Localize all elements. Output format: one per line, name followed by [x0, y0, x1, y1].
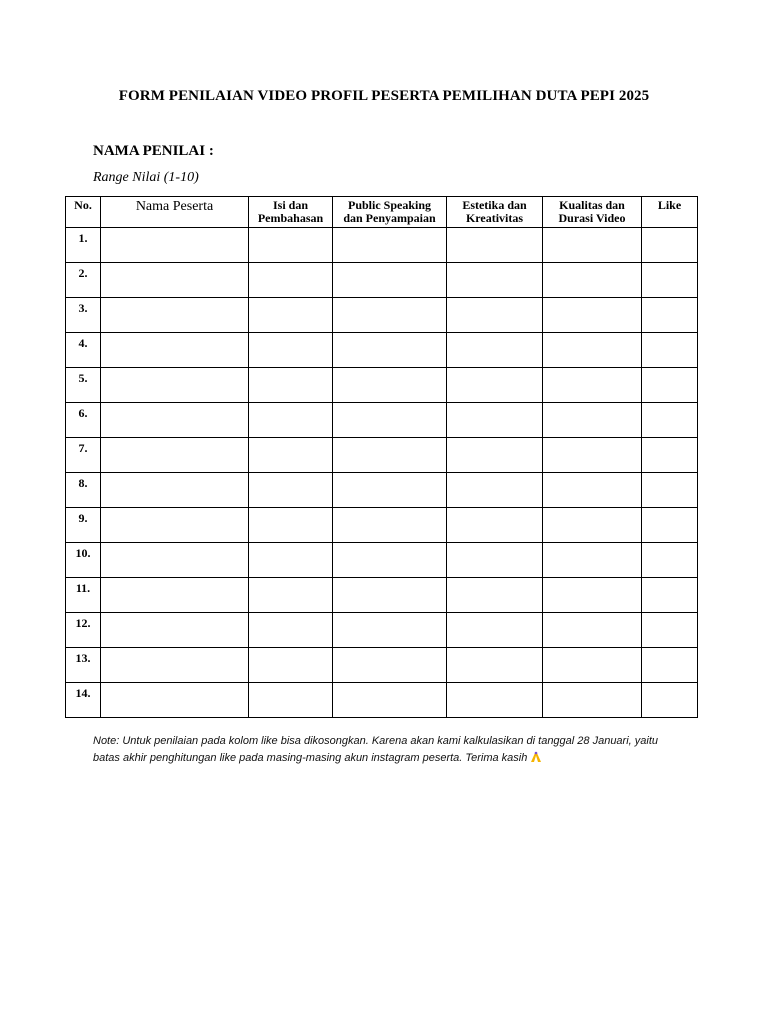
cell-speaking-score[interactable]: [333, 263, 447, 298]
header-aesthetics-line1: Estetika dan: [462, 198, 527, 212]
cell-participant-name[interactable]: [101, 368, 249, 403]
header-like: Like: [642, 197, 698, 228]
cell-content-score[interactable]: [249, 578, 333, 613]
cell-participant-name[interactable]: [101, 578, 249, 613]
cell-like[interactable]: [642, 263, 698, 298]
table-row: [66, 263, 698, 298]
cell-content-score[interactable]: [249, 473, 333, 508]
cell-participant-name[interactable]: [101, 438, 249, 473]
cell-quality-score[interactable]: [543, 263, 642, 298]
cell-aesthetics-score[interactable]: [447, 298, 543, 333]
cell-speaking-score[interactable]: [333, 403, 447, 438]
cell-participant-name[interactable]: [101, 648, 249, 683]
cell-content-score[interactable]: [249, 298, 333, 333]
cell-aesthetics-score[interactable]: [447, 613, 543, 648]
score-range-label: Range Nilai (1-10): [93, 170, 199, 185]
cell-content-score[interactable]: [249, 438, 333, 473]
table-row: [66, 403, 698, 438]
table-row: [66, 368, 698, 403]
cell-like[interactable]: [642, 473, 698, 508]
cell-quality-score[interactable]: [543, 578, 642, 613]
row-number: 8.: [66, 473, 101, 508]
cell-aesthetics-score[interactable]: [447, 438, 543, 473]
cell-aesthetics-score[interactable]: [447, 368, 543, 403]
cell-speaking-score[interactable]: [333, 473, 447, 508]
cell-content-score[interactable]: [249, 333, 333, 368]
cell-aesthetics-score[interactable]: [447, 508, 543, 543]
cell-participant-name[interactable]: [101, 228, 249, 263]
cell-participant-name[interactable]: [101, 333, 249, 368]
folded-hands-emoji-icon: [529, 751, 543, 763]
header-participant-name: Nama Peserta: [101, 197, 249, 228]
cell-aesthetics-score[interactable]: [447, 543, 543, 578]
cell-quality-score[interactable]: [543, 543, 642, 578]
cell-content-score[interactable]: [249, 228, 333, 263]
score-table: [65, 196, 698, 718]
header-quality-line2: Durasi Video: [558, 211, 626, 225]
cell-like[interactable]: [642, 543, 698, 578]
cell-quality-score[interactable]: [543, 368, 642, 403]
cell-quality-score[interactable]: [543, 438, 642, 473]
header-no: No.: [66, 197, 101, 228]
row-number: 1.: [66, 228, 101, 263]
table-row: [66, 228, 698, 263]
cell-quality-score[interactable]: [543, 333, 642, 368]
cell-speaking-score[interactable]: [333, 438, 447, 473]
header-quality: [543, 197, 642, 228]
note-line-2: [93, 750, 693, 767]
header-quality-line1: Kualitas dan: [559, 198, 625, 212]
cell-like[interactable]: [642, 613, 698, 648]
cell-like[interactable]: [642, 438, 698, 473]
cell-like[interactable]: [642, 298, 698, 333]
cell-quality-score[interactable]: [543, 648, 642, 683]
table-row: [66, 333, 698, 368]
cell-like[interactable]: [642, 333, 698, 368]
cell-participant-name[interactable]: [101, 613, 249, 648]
row-number: 14.: [66, 683, 101, 718]
cell-like[interactable]: [642, 403, 698, 438]
cell-speaking-score[interactable]: [333, 228, 447, 263]
cell-participant-name[interactable]: [101, 263, 249, 298]
cell-speaking-score[interactable]: [333, 543, 447, 578]
cell-like[interactable]: [642, 228, 698, 263]
cell-speaking-score[interactable]: [333, 578, 447, 613]
cell-participant-name[interactable]: [101, 403, 249, 438]
cell-quality-score[interactable]: [543, 613, 642, 648]
note-line-2-text: batas akhir penghitungan like pada masing-masing akun instagram peserta. Terima kasih: [93, 752, 528, 764]
cell-aesthetics-score[interactable]: [447, 263, 543, 298]
cell-content-score[interactable]: [249, 368, 333, 403]
table-row: [66, 543, 698, 578]
header-public-speaking: [333, 197, 447, 228]
cell-quality-score[interactable]: [543, 508, 642, 543]
row-number: 9.: [66, 508, 101, 543]
cell-aesthetics-score[interactable]: [447, 578, 543, 613]
table-row: [66, 613, 698, 648]
header-aesthetics: [447, 197, 543, 228]
cell-content-score[interactable]: [249, 648, 333, 683]
cell-aesthetics-score[interactable]: [447, 228, 543, 263]
header-aesthetics-line2: Kreativitas: [465, 211, 524, 225]
row-number: 2.: [66, 263, 101, 298]
cell-speaking-score[interactable]: [333, 648, 447, 683]
row-number: 13.: [66, 648, 101, 683]
cell-quality-score[interactable]: [543, 228, 642, 263]
cell-aesthetics-score[interactable]: [447, 683, 543, 718]
cell-content-score[interactable]: [249, 263, 333, 298]
row-number: 6.: [66, 403, 101, 438]
cell-speaking-score[interactable]: [333, 333, 447, 368]
cell-participant-name[interactable]: [101, 473, 249, 508]
cell-speaking-score[interactable]: [333, 508, 447, 543]
cell-participant-name[interactable]: [101, 298, 249, 333]
cell-like[interactable]: [642, 648, 698, 683]
cell-speaking-score[interactable]: [333, 368, 447, 403]
cell-participant-name[interactable]: [101, 543, 249, 578]
note-line-1: Note: Untuk penilaian pada kolom like bisa dikosongkan. Karena akan kami kalkulasikan di tanggal 28 Januari, yaitu: [93, 735, 659, 747]
cell-speaking-score[interactable]: [333, 613, 447, 648]
cell-aesthetics-score[interactable]: [447, 333, 543, 368]
cell-content-score[interactable]: [249, 613, 333, 648]
cell-quality-score[interactable]: [543, 403, 642, 438]
row-number: 5.: [66, 368, 101, 403]
row-number: 11.: [66, 578, 101, 613]
cell-aesthetics-score[interactable]: [447, 648, 543, 683]
cell-quality-score[interactable]: [543, 683, 642, 718]
row-number: 12.: [66, 613, 101, 648]
row-number: 7.: [66, 438, 101, 473]
cell-speaking-score[interactable]: [333, 298, 447, 333]
cell-participant-name[interactable]: [101, 683, 249, 718]
row-number: 4.: [66, 333, 101, 368]
cell-quality-score[interactable]: [543, 298, 642, 333]
cell-content-score[interactable]: [249, 403, 333, 438]
table-row: [66, 508, 698, 543]
table-row: [66, 648, 698, 683]
row-number: 3.: [66, 298, 101, 333]
header-content-line2: Pembahasan: [257, 211, 324, 225]
table-row: [66, 298, 698, 333]
table-row: [66, 578, 698, 613]
cell-aesthetics-score[interactable]: [447, 403, 543, 438]
header-content-line1: Isi dan: [272, 198, 309, 212]
cell-like[interactable]: [642, 683, 698, 718]
cell-participant-name[interactable]: [101, 508, 249, 543]
table-row: [66, 683, 698, 718]
cell-like[interactable]: [642, 368, 698, 403]
cell-like[interactable]: [642, 508, 698, 543]
note-text: [93, 733, 693, 767]
cell-like[interactable]: [642, 578, 698, 613]
cell-speaking-score[interactable]: [333, 683, 447, 718]
header-speaking-line1: Public Speaking: [347, 198, 432, 212]
cell-content-score[interactable]: [249, 543, 333, 578]
row-number: 10.: [66, 543, 101, 578]
assessor-name-label: NAMA PENILAI :: [93, 143, 214, 159]
cell-aesthetics-score[interactable]: [447, 473, 543, 508]
cell-content-score[interactable]: [249, 508, 333, 543]
cell-content-score[interactable]: [249, 683, 333, 718]
table-header-row: [66, 197, 698, 228]
page-title: FORM PENILAIAN VIDEO PROFIL PESERTA PEMILIHAN DUTA PEPI 2025: [118, 88, 650, 104]
table-row: [66, 473, 698, 508]
cell-quality-score[interactable]: [543, 473, 642, 508]
table-row: [66, 438, 698, 473]
header-content: [249, 197, 333, 228]
header-speaking-line2: dan Penyampaian: [343, 211, 436, 225]
